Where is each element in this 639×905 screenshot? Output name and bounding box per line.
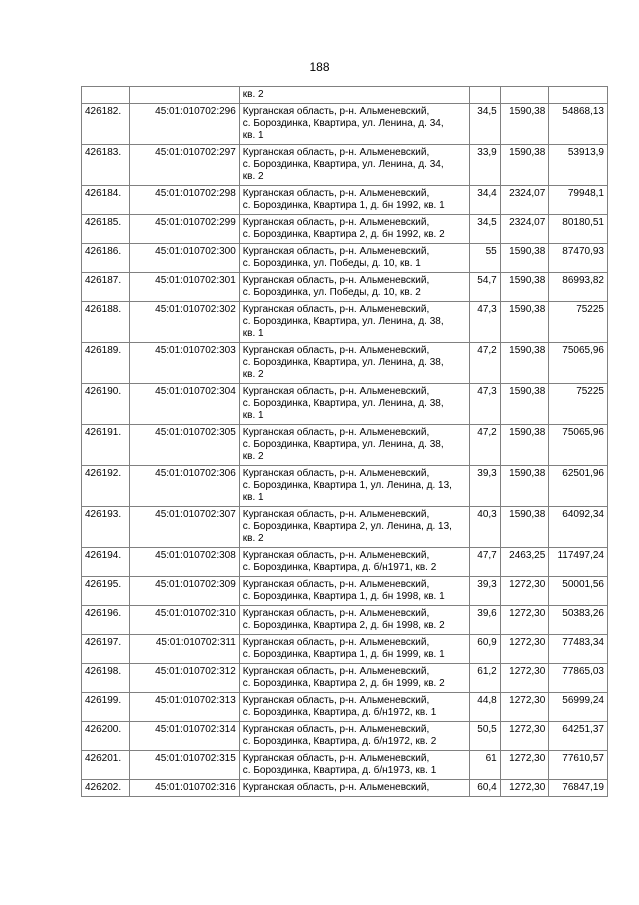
- address-line: с. Бороздинка, Квартира, ул. Ленина, д. 38,: [242, 398, 444, 409]
- cell-area: 39,3: [470, 466, 500, 507]
- cell-address: [239, 215, 470, 244]
- cell-cost: 64092,34: [549, 507, 608, 548]
- cell-cost: 87470,93: [549, 244, 608, 273]
- cell-area: 33,9: [470, 145, 500, 186]
- cell-cadastral-number: [129, 87, 239, 104]
- cell-cadastral-number: 45:01:010702:316: [129, 780, 239, 797]
- cell-number: 426188.: [82, 302, 130, 343]
- cell-address: [239, 145, 470, 186]
- cell-cost: 75065,96: [549, 425, 608, 466]
- continuation-row: [82, 87, 608, 104]
- cell-address: [239, 664, 470, 693]
- cell-address: кв. 2: [239, 87, 470, 104]
- table-row: [82, 384, 608, 425]
- table-row: [82, 664, 608, 693]
- cell-cadastral-number: 45:01:010702:300: [129, 244, 239, 273]
- cell-number: 426197.: [82, 635, 130, 664]
- address-line: Курганская область, р-н. Альменевский,: [242, 246, 430, 257]
- address-line: Курганская область, р-н. Альменевский,: [242, 579, 430, 590]
- cell-cadastral-number: 45:01:010702:305: [129, 425, 239, 466]
- property-registry-table: [81, 86, 608, 797]
- cell-cost: 64251,37: [549, 722, 608, 751]
- cell-area: 60,4: [470, 780, 500, 797]
- address-line: кв. 2: [242, 171, 264, 182]
- cell-cost: [549, 87, 608, 104]
- cell-address: [239, 635, 470, 664]
- cell-cadastral-number: 45:01:010702:309: [129, 577, 239, 606]
- address-line: Курганская область, р-н. Альменевский,: [242, 345, 430, 356]
- cell-address: [239, 302, 470, 343]
- cell-area: 34,5: [470, 215, 500, 244]
- address-line: кв. 1: [242, 410, 264, 421]
- table-row: [82, 466, 608, 507]
- cell-area: 60,9: [470, 635, 500, 664]
- cell-address: [239, 343, 470, 384]
- cell-cadastral-number: 45:01:010702:310: [129, 606, 239, 635]
- cell-cost: 50383,26: [549, 606, 608, 635]
- cell-cost: 80180,51: [549, 215, 608, 244]
- address-line: Курганская область, р-н. Альменевский,: [242, 468, 430, 479]
- cell-cadastral-number: 45:01:010702:297: [129, 145, 239, 186]
- cell-area: 55: [470, 244, 500, 273]
- cell-cadastral-number: 45:01:010702:303: [129, 343, 239, 384]
- address-line: Курганская область, р-н. Альменевский,: [242, 695, 430, 706]
- cell-address: [239, 751, 470, 780]
- cell-cost: 75065,96: [549, 343, 608, 384]
- cell-number: 426182.: [82, 104, 130, 145]
- cell-number: 426196.: [82, 606, 130, 635]
- address-line: с. Бороздинка, Квартира, ул. Ленина, д. 38,: [242, 316, 444, 327]
- cell-address: [239, 425, 470, 466]
- cell-cadastral-number: 45:01:010702:313: [129, 693, 239, 722]
- cell-cost: 75225: [549, 302, 608, 343]
- cell-number: 426192.: [82, 466, 130, 507]
- cell-rate: 1272,30: [500, 635, 549, 664]
- address-line: Курганская область, р-н. Альменевский,: [242, 550, 430, 561]
- address-line: кв. 2: [242, 369, 264, 380]
- cell-area: 40,3: [470, 507, 500, 548]
- address-line: кв. 1: [242, 492, 264, 503]
- cell-number: 426195.: [82, 577, 130, 606]
- cell-address: [239, 273, 470, 302]
- cell-number: 426184.: [82, 186, 130, 215]
- cell-cadastral-number: 45:01:010702:298: [129, 186, 239, 215]
- registry-body: [82, 87, 608, 797]
- cell-cost: 79948,1: [549, 186, 608, 215]
- address-line: с. Бороздинка, Квартира, ул. Ленина, д. 38,: [242, 439, 444, 450]
- address-line: с. Бороздинка, Квартира, д. б/н1972, кв. 2: [242, 736, 437, 747]
- cell-area: 34,4: [470, 186, 500, 215]
- address-line: кв. 1: [242, 130, 264, 141]
- cell-cadastral-number: 45:01:010702:302: [129, 302, 239, 343]
- address-line: с. Бороздинка, Квартира 1, д. бн 1999, кв. 1: [242, 649, 445, 660]
- cell-cost: 54868,13: [549, 104, 608, 145]
- cell-address: [239, 384, 470, 425]
- cell-number: 426201.: [82, 751, 130, 780]
- cell-cost: 77865,03: [549, 664, 608, 693]
- cell-rate: 1590,38: [500, 104, 549, 145]
- cell-cadastral-number: 45:01:010702:301: [129, 273, 239, 302]
- cell-address: [239, 722, 470, 751]
- address-line: с. Бороздинка, Квартира, ул. Ленина, д. 38,: [242, 357, 444, 368]
- cell-rate: 1272,30: [500, 693, 549, 722]
- table-row: [82, 693, 608, 722]
- address-line: кв. 1: [242, 328, 264, 339]
- cell-address: [239, 466, 470, 507]
- address-line: Курганская область, р-н. Альменевский,: [242, 275, 430, 286]
- cell-area: 47,2: [470, 343, 500, 384]
- cell-area: 47,3: [470, 384, 500, 425]
- cell-cadastral-number: 45:01:010702:306: [129, 466, 239, 507]
- page-number: 188: [309, 60, 330, 74]
- address-line: Курганская область, р-н. Альменевский,: [242, 666, 430, 677]
- cell-cadastral-number: 45:01:010702:315: [129, 751, 239, 780]
- address-line: с. Бороздинка, Квартира, д. б/н1973, кв. 1: [242, 765, 437, 776]
- cell-number: 426202.: [82, 780, 130, 797]
- cell-number: 426191.: [82, 425, 130, 466]
- cell-address: [239, 780, 470, 797]
- cell-number: 426194.: [82, 548, 130, 577]
- cell-area: 47,2: [470, 425, 500, 466]
- cell-area: 39,6: [470, 606, 500, 635]
- cell-rate: 1590,38: [500, 145, 549, 186]
- address-line: с. Бороздинка, ул. Победы, д. 10, кв. 2: [242, 287, 421, 298]
- cell-cadastral-number: 45:01:010702:308: [129, 548, 239, 577]
- cell-area: 34,5: [470, 104, 500, 145]
- table-row: [82, 145, 608, 186]
- cell-number: 426199.: [82, 693, 130, 722]
- address-line: Курганская область, р-н. Альменевский,: [242, 753, 430, 764]
- cell-rate: 1590,38: [500, 384, 549, 425]
- address-line: Курганская область, р-н. Альменевский,: [242, 217, 430, 228]
- cell-area: [470, 87, 500, 104]
- cell-number: 426189.: [82, 343, 130, 384]
- table-row: [82, 186, 608, 215]
- cell-number: 426186.: [82, 244, 130, 273]
- cell-rate: 2324,07: [500, 215, 549, 244]
- cell-number: 426187.: [82, 273, 130, 302]
- address-line: Курганская область, р-н. Альменевский,: [242, 427, 430, 438]
- address-line: с. Бороздинка, Квартира 2, д. бн 1999, кв. 2: [242, 678, 445, 689]
- cell-cost: 62501,96: [549, 466, 608, 507]
- cell-cadastral-number: 45:01:010702:312: [129, 664, 239, 693]
- cell-area: 44,8: [470, 693, 500, 722]
- cell-cost: 77610,57: [549, 751, 608, 780]
- table-row: [82, 577, 608, 606]
- cell-address: [239, 507, 470, 548]
- address-line: кв. 2: [242, 533, 264, 544]
- table-row: [82, 722, 608, 751]
- table-row: [82, 635, 608, 664]
- cell-number: 426200.: [82, 722, 130, 751]
- cell-rate: 1272,30: [500, 751, 549, 780]
- cell-area: 50,5: [470, 722, 500, 751]
- cell-cadastral-number: 45:01:010702:299: [129, 215, 239, 244]
- cell-area: 61: [470, 751, 500, 780]
- cell-area: 61,2: [470, 664, 500, 693]
- address-line: с. Бороздинка, Квартира, ул. Ленина, д. 34,: [242, 118, 444, 129]
- address-line: Курганская область, р-н. Альменевский,: [242, 386, 430, 397]
- cell-area: 39,3: [470, 577, 500, 606]
- cell-area: 47,3: [470, 302, 500, 343]
- cell-cost: 117497,24: [549, 548, 608, 577]
- address-line: с. Бороздинка, Квартира, ул. Ленина, д. 34,: [242, 159, 444, 170]
- address-line: Курганская область, р-н. Альменевский,: [242, 106, 430, 117]
- cell-address: [239, 548, 470, 577]
- cell-cost: 56999,24: [549, 693, 608, 722]
- cell-rate: 1272,30: [500, 577, 549, 606]
- table-row: [82, 302, 608, 343]
- cell-cadastral-number: 45:01:010702:304: [129, 384, 239, 425]
- address-line: кв. 2: [242, 451, 264, 462]
- table-row: [82, 104, 608, 145]
- cell-address: [239, 186, 470, 215]
- address-line: с. Бороздинка, ул. Победы, д. 10, кв. 1: [242, 258, 421, 269]
- cell-rate: 1272,30: [500, 780, 549, 797]
- table-row: [82, 751, 608, 780]
- cell-address: [239, 104, 470, 145]
- address-line: Курганская область, р-н. Альменевский,: [242, 509, 430, 520]
- cell-cost: 76847,19: [549, 780, 608, 797]
- address-line: с. Бороздинка, Квартира, д. б/н1972, кв. 1: [242, 707, 437, 718]
- cell-rate: 2324,07: [500, 186, 549, 215]
- cell-rate: 1590,38: [500, 425, 549, 466]
- address-line: с. Бороздинка, Квартира 1, ул. Ленина, д. 13,: [242, 480, 452, 491]
- cell-cadastral-number: 45:01:010702:311: [129, 635, 239, 664]
- cell-cost: 50001,56: [549, 577, 608, 606]
- cell-rate: 1272,30: [500, 664, 549, 693]
- cell-area: 54,7: [470, 273, 500, 302]
- table-row: [82, 507, 608, 548]
- address-line: Курганская область, р-н. Альменевский,: [242, 724, 430, 735]
- cell-address: [239, 577, 470, 606]
- cell-address: [239, 606, 470, 635]
- cell-number: 426190.: [82, 384, 130, 425]
- cell-number: 426183.: [82, 145, 130, 186]
- cell-rate: 1590,38: [500, 273, 549, 302]
- cell-rate: 2463,25: [500, 548, 549, 577]
- address-line: с. Бороздинка, Квартира, д. б/н1971, кв. 2: [242, 562, 437, 573]
- table-row: [82, 215, 608, 244]
- cell-cadastral-number: 45:01:010702:296: [129, 104, 239, 145]
- address-line: с. Бороздинка, Квартира 2, ул. Ленина, д. 13,: [242, 521, 452, 532]
- cell-rate: 1272,30: [500, 722, 549, 751]
- cell-cost: 75225: [549, 384, 608, 425]
- address-line: Курганская область, р-н. Альменевский,: [242, 782, 430, 793]
- table-row: [82, 548, 608, 577]
- cell-number: 426198.: [82, 664, 130, 693]
- cell-address: [239, 693, 470, 722]
- cell-cost: 77483,34: [549, 635, 608, 664]
- table-row: [82, 780, 608, 797]
- address-line: с. Бороздинка, Квартира 1, д. бн 1992, кв. 1: [242, 200, 445, 211]
- cell-number: [82, 87, 130, 104]
- cell-rate: 1590,38: [500, 507, 549, 548]
- table-row: [82, 425, 608, 466]
- table-row: [82, 606, 608, 635]
- cell-cost: 53913,9: [549, 145, 608, 186]
- cell-cadastral-number: 45:01:010702:314: [129, 722, 239, 751]
- address-line: Курганская область, р-н. Альменевский,: [242, 608, 430, 619]
- table-row: [82, 273, 608, 302]
- table-row: [82, 244, 608, 273]
- address-line: Курганская область, р-н. Альменевский,: [242, 304, 430, 315]
- cell-number: 426193.: [82, 507, 130, 548]
- cell-rate: [500, 87, 549, 104]
- cell-rate: 1590,38: [500, 343, 549, 384]
- cell-rate: 1590,38: [500, 302, 549, 343]
- cell-cadastral-number: 45:01:010702:307: [129, 507, 239, 548]
- address-line: Курганская область, р-н. Альменевский,: [242, 637, 430, 648]
- table-row: [82, 343, 608, 384]
- cell-rate: 1590,38: [500, 244, 549, 273]
- address-line: с. Бороздинка, Квартира 1, д. бн 1998, кв. 1: [242, 591, 445, 602]
- address-line: Курганская область, р-н. Альменевский,: [242, 188, 430, 199]
- address-line: с. Бороздинка, Квартира 2, д. бн 1992, кв. 2: [242, 229, 445, 240]
- address-line: Курганская область, р-н. Альменевский,: [242, 147, 430, 158]
- cell-area: 47,7: [470, 548, 500, 577]
- cell-cost: 86993,82: [549, 273, 608, 302]
- cell-number: 426185.: [82, 215, 130, 244]
- cell-address: [239, 244, 470, 273]
- cell-rate: 1590,38: [500, 466, 549, 507]
- address-line: с. Бороздинка, Квартира 2, д. бн 1998, кв. 2: [242, 620, 445, 631]
- cell-rate: 1272,30: [500, 606, 549, 635]
